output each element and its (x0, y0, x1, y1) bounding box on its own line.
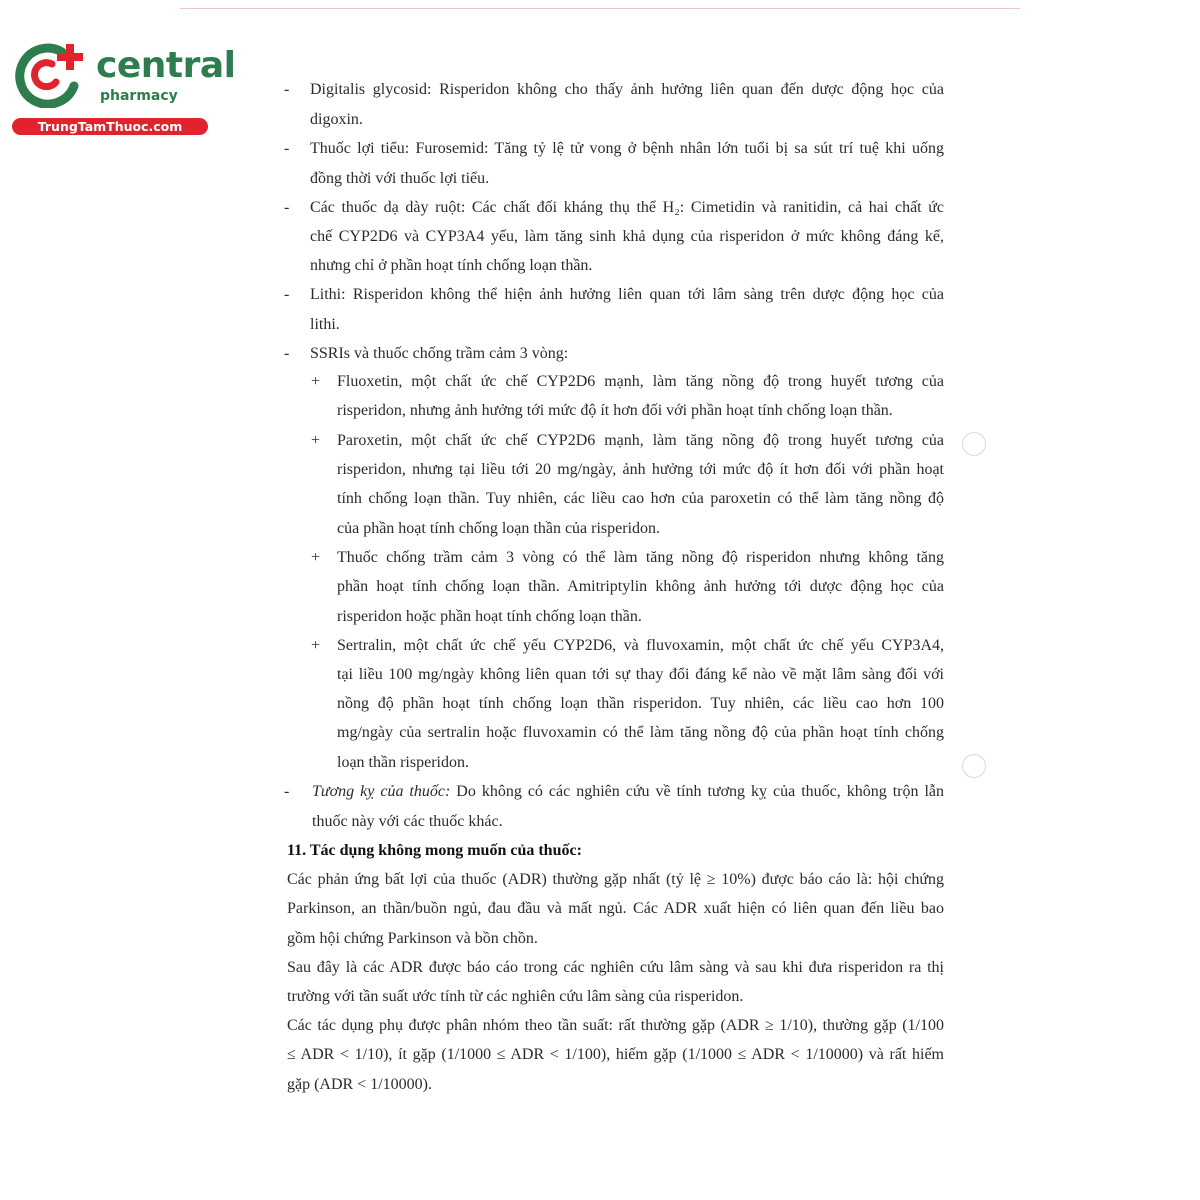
text-line: Các thuốc dạ dày ruột: Các chất đối kháng thụ thể H₂: Cimetidin và ranitidin, cả hai chất ức (310, 199, 944, 216)
text-line: Sau đây là các ADR được báo cáo trong các nghiên cứu lâm sàng và sau khi đưa risperidon ra thị (287, 959, 944, 976)
text-line: loạn thần risperidon. (337, 754, 469, 771)
sub-bullet-marker: + (311, 373, 321, 390)
text-line: lithi. (310, 316, 340, 333)
text-line: digoxin. (310, 111, 363, 128)
section-heading: 11. Tác dụng không mong muốn của thuốc: (287, 842, 582, 859)
brand-subtitle: pharmacy (100, 88, 178, 104)
compat-label: Tương kỵ của thuốc: (312, 783, 451, 800)
text-line: Digitalis glycosid: Risperidon không cho thấy ảnh hưởng liên quan đến dược động học của (310, 81, 944, 98)
text-line: tại liều 100 mg/ngày không liên quan tới sự thay đổi đáng kể nào về mặt lâm sàng đối với (337, 666, 944, 683)
text-line: risperidon hoặc phần hoạt tính chống loạn thần. (337, 608, 642, 625)
text-line: Các tác dụng phụ được phân nhóm theo tần suất: rất thường gặp (ADR ≥ 1/10), thường gặp (1/100 (287, 1017, 944, 1034)
text-line: gồm hội chứng Parkinson và bồn chồn. (287, 930, 538, 947)
text-line: phần hoạt tính chống loạn thần. Amitriptylin không ảnh hưởng tới dược động học của (337, 578, 944, 595)
text-line: tính chống loạn thần. Tuy nhiên, các liều cao hơn của paroxetin có thể làm tăng nồng độ (337, 490, 944, 507)
text-line: SSRIs và thuốc chống trầm cảm 3 vòng: (310, 345, 569, 362)
text-line: Thuốc chống trầm cảm 3 vòng có thể làm tăng nồng độ risperidon nhưng không tăng (337, 549, 944, 566)
text-line: risperidon, nhưng tại liều tới 20 mg/ngày, ảnh hưởng tới mức độ ít hơn đối với phần hoạt (337, 461, 944, 478)
text-line: của phần hoạt tính chống loạn thần của risperidon. (337, 520, 661, 537)
text-line: thuốc này với các thuốc khác. (312, 813, 503, 830)
text-line: nhưng chỉ ở phần hoạt tính chống loạn thần. (310, 257, 593, 274)
sub-bullet-marker: + (311, 637, 321, 654)
brand-name: central (96, 45, 236, 86)
text-line: Parkinson, an thần/buồn ngủ, đau đầu và mất ngủ. Các ADR xuất hiện có liên quan đến liều bao (287, 900, 944, 917)
text-line: Lithi: Risperidon không thể hiện ảnh hưởng liên quan tới lâm sàng trên dược động học của (310, 286, 944, 303)
brand-url: TrungTamThuoc.com (12, 118, 208, 135)
text-line: ≤ ADR < 1/10), ít gặp (1/1000 ≤ ADR < 1/100), hiếm gặp (1/1000 ≤ ADR < 1/10000) và rất hiếm (287, 1046, 944, 1063)
text-line: Paroxetin, một chất ức chế CYP2D6 mạnh, làm tăng nồng độ trong huyết tương của (337, 432, 944, 449)
bullet-marker: - (284, 286, 290, 303)
text-line: đồng thời với thuốc lợi tiểu. (310, 170, 490, 187)
bullet-marker: - (284, 345, 290, 362)
text-line: nồng độ phần hoạt tính chống loạn thần risperidon. Tuy nhiên, các liều cao hơn 100 (337, 695, 944, 712)
bullet-marker: - (284, 783, 290, 800)
text-line: Fluoxetin, một chất ức chế CYP2D6 mạnh, làm tăng nồng độ trong huyết tương của (337, 373, 944, 390)
bullet-marker: - (284, 140, 290, 157)
compat-text: Do không có các nghiên cứu về tính tương kỵ của thuốc, không trộn lẫn (450, 783, 945, 800)
text-line: Các phản ứng bất lợi của thuốc (ADR) thường gặp nhất (tỷ lệ ≥ 10%) được báo cáo là: hội chứng (287, 871, 944, 888)
text-line: chế CYP2D6 và CYP3A4 yếu, làm tăng sinh khả dụng của risperidon ở mức không đáng kể, (310, 228, 944, 245)
text-line (312, 782, 944, 802)
text-line: Sertralin, một chất ức chế yếu CYP2D6, và fluvoxamin, một chất ức chế yếu CYP3A4, (337, 637, 944, 654)
text-line: mg/ngày của sertralin hoặc fluvoxamin có thể làm tăng nồng độ của phần hoạt tính chống (337, 724, 944, 741)
bullet-marker: - (284, 199, 290, 216)
text-line: risperidon, nhưng ảnh hưởng tới mức độ ít hơn đối với phần hoạt tính chống loạn thần. (337, 402, 893, 419)
text-line: Thuốc lợi tiểu: Furosemid: Tăng tỷ lệ tử vong ở bệnh nhân lớn tuổi bị sa sút trí tuệ khi uống (310, 140, 944, 157)
text-line: trường với tần suất ước tính từ các nghiên cứu lâm sàng của risperidon. (287, 988, 744, 1005)
text-line: gặp (ADR < 1/10000). (287, 1076, 433, 1093)
sub-bullet-marker: + (311, 432, 321, 449)
bullet-marker: - (284, 81, 290, 98)
sub-bullet-marker: + (311, 549, 321, 566)
